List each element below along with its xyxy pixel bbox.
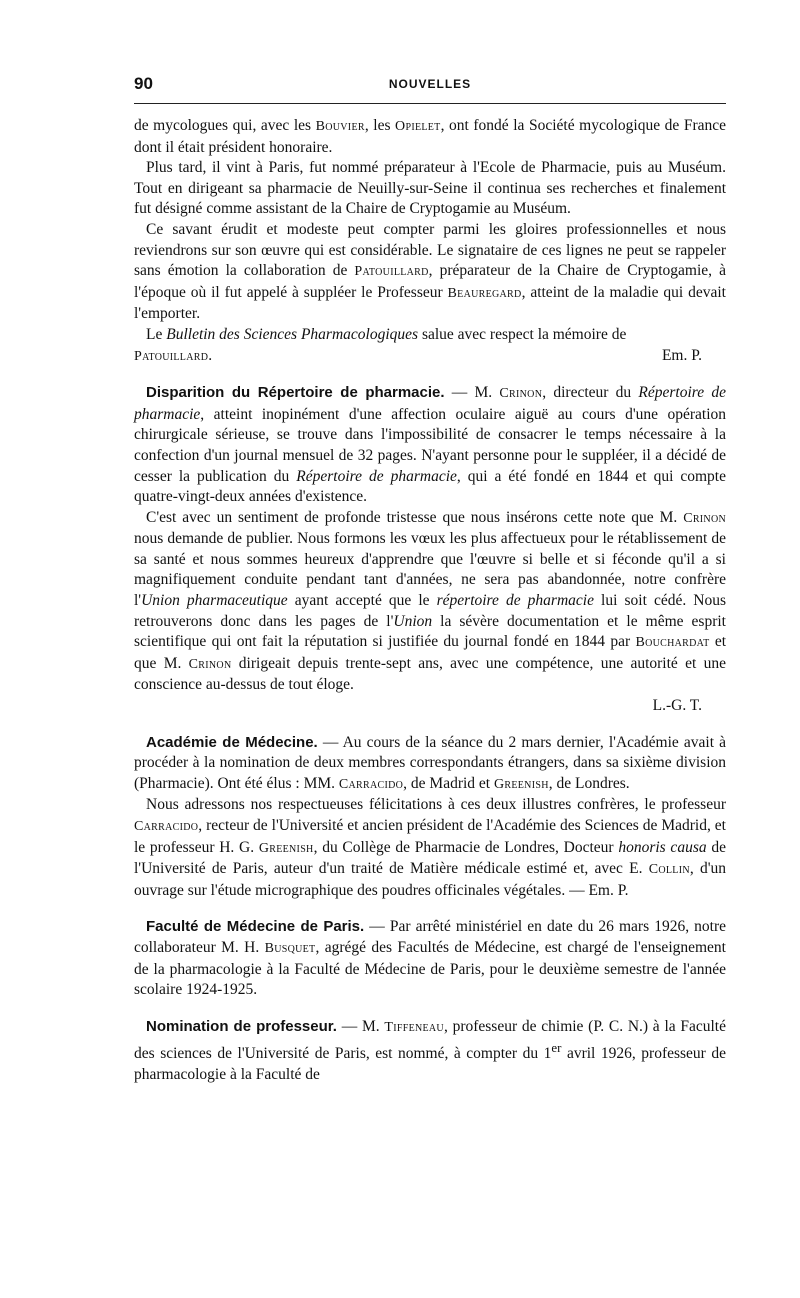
latin-phrase: honoris causa: [618, 838, 707, 856]
section-heading: Faculté de Médecine de Paris.: [146, 918, 365, 936]
journal-title: Union: [393, 612, 433, 630]
person-name: Tiffeneau: [384, 1019, 444, 1035]
person-name: Carracido: [134, 819, 199, 834]
journal-title: répertoire de pharmacie: [436, 592, 594, 610]
section-disparition: Disparition du Répertoire de pharmacie. — M. Crinon, directeur du Répertoire de pharmacie, atteint inopinément d'une affection oculaire aiguë au cours d'une opération chirurgicale sérieuse, se trouve dans l'impossibilité de consacrer le temps nécessaire à la confection d'un journal mensuel de 32 pages. N'ayant personne pour le suppléer, il a décidé de cesser la publication du Répertoire de pharmacie, qui a été fondé en 1844 et qui compte quatre-vingt-deux années d'existence.: [134, 384, 726, 506]
person-name: Patouillard: [134, 348, 209, 364]
section-faculte: Faculté de Médecine de Paris. — Par arrêté ministériel en date du 26 mars 1926, notre collaborateur M. H. Busquet, agrégé des Facultés de Médecine, est chargé de l'enseignement de la pharmacologie à la Faculté de Médecine de Paris, pour le deuxième semestre de l'année scolaire 1924-1925.: [134, 918, 726, 999]
section-heading: Disparition du Répertoire de pharmacie.: [146, 384, 445, 402]
person-name: Crinon: [499, 386, 543, 402]
article-body: [134, 116, 726, 1086]
paragraph: de mycologues qui, avec les Bouvier, les Opielet, ont fondé la Société mycologique de France dont il était président honoraire.: [134, 117, 727, 156]
person-name: Greenish: [493, 776, 549, 792]
journal-title: Bulletin des Sciences Pharmacologiques: [166, 325, 419, 343]
person-name: Busquet: [264, 940, 316, 956]
section-academie: Académie de Médecine. — Au cours de la séance du 2 mars dernier, l'Académie avait à procéder à la nomination de deux membres correspondants étrangers, dans sa sixième division (Pharmacie). Ont été élus : MM. Carracido, de Madrid et Greenish, de Londres.: [134, 733, 727, 792]
page-number: 90: [134, 74, 153, 93]
person-name: Crinon: [683, 510, 726, 526]
section-heading: Nomination de professeur.: [146, 1017, 337, 1035]
person-name: Patouillard: [354, 264, 429, 280]
section-heading: Académie de Médecine.: [146, 733, 318, 751]
person-name: Greenish: [258, 840, 314, 856]
journal-title: Répertoire de pharmacie: [134, 384, 726, 423]
person-name: Beauregard: [447, 285, 522, 301]
person-name: Opielet: [395, 119, 441, 134]
person-name: Bouchardat: [635, 635, 710, 651]
signature: Em. P.: [661, 346, 702, 364]
journal-title: Répertoire de pharmacie: [296, 467, 457, 485]
paragraph: Ce savant érudit et modeste peut compter parmi les gloires professionnelles et nous reviendrons sur son œuvre qui est considérable. Le signataire de ces lignes ne peut se rappeler sans émotion la collaboration de Patouillard, préparateur de la Chaire de Cryptogamie, à l'époque où il fut appelé à suppléer le Professeur Beauregard, atteint de la maladie qui devait l'emporter.: [134, 220, 726, 323]
paragraph: Nous adressons nos respectueuses félicitations à ces deux illustres confrères, le professeur Carracido, recteur de l'Université et ancien président de l'Académie des Sciences de Madrid, et le professeur H. G. Greenish, du Collège de Pharmacie de Londres, Docteur honoris causa de l'Université de Paris, auteur d'un traité de Matière médicale estimé et, avec E. Collin, d'un ouvrage sur l'étude micrographique des poudres officinales végétales. — Em. P.: [134, 796, 727, 899]
person-name: Collin: [648, 862, 690, 878]
section-nomination: Nomination de professeur. — M. Tiffeneau, professeur de chimie (P. C. N.) à la Faculté des sciences de l'Université de Paris, est nommé, à compter du 1er avril 1926, professeur de pharmacologie à la Faculté de: [134, 1017, 726, 1084]
person-name: Crinon: [188, 656, 232, 672]
person-name: Bouvier: [315, 119, 365, 134]
journal-title: Union pharmaceutique: [141, 592, 288, 610]
header-rule: [134, 103, 726, 104]
signature: L.-G. T.: [652, 697, 702, 715]
person-name: Carracido: [338, 776, 404, 792]
running-header: [134, 74, 726, 100]
running-title: NOUVELLES: [388, 77, 472, 91]
paragraph: Le Bulletin des Sciences Pharmacologiques salue avec respect la mémoire de: [146, 325, 627, 343]
paragraph: Plus tard, il vint à Paris, fut nommé préparateur à l'Ecole de Pharmacie, puis au Muséum. Tout en dirigeant sa pharmacie de Neuilly-sur-Seine il continua ses recherches et finalement fut désigné comme assistant de la Chaire de Cryptogamie au Muséum.: [134, 159, 726, 218]
ordinal-suffix: er: [551, 1040, 562, 1056]
signature-line: Patouillard. Em. P.: [134, 346, 726, 368]
paragraph: C'est avec un sentiment de profonde tristesse que nous insérons cette note que M. Crinon nous demande de publier. Nous formons les vœux les plus affectueux pour le rétablissement de sa santé et nous sommes heureux d'apprendre que l'œuvre si belle et si féconde qu'il a si magnifiquement conduite pendant tant d'années, ne sera pas abandonnée, notre confrère l'Union pharmaceutique ayant accepté que le répertoire de pharmacie lui soit cédé. Nous retrouverons donc dans les pages de l'Union la sévère documentation et le même esprit scientifique qui ont fait la réputation si justifiée du journal fondé en 1844 par Bouchardat et que M. Crinon dirigeait depuis trente-sept ans, avec une compétence, une autorité et une conscience au-dessus de tout éloge.: [134, 508, 727, 694]
